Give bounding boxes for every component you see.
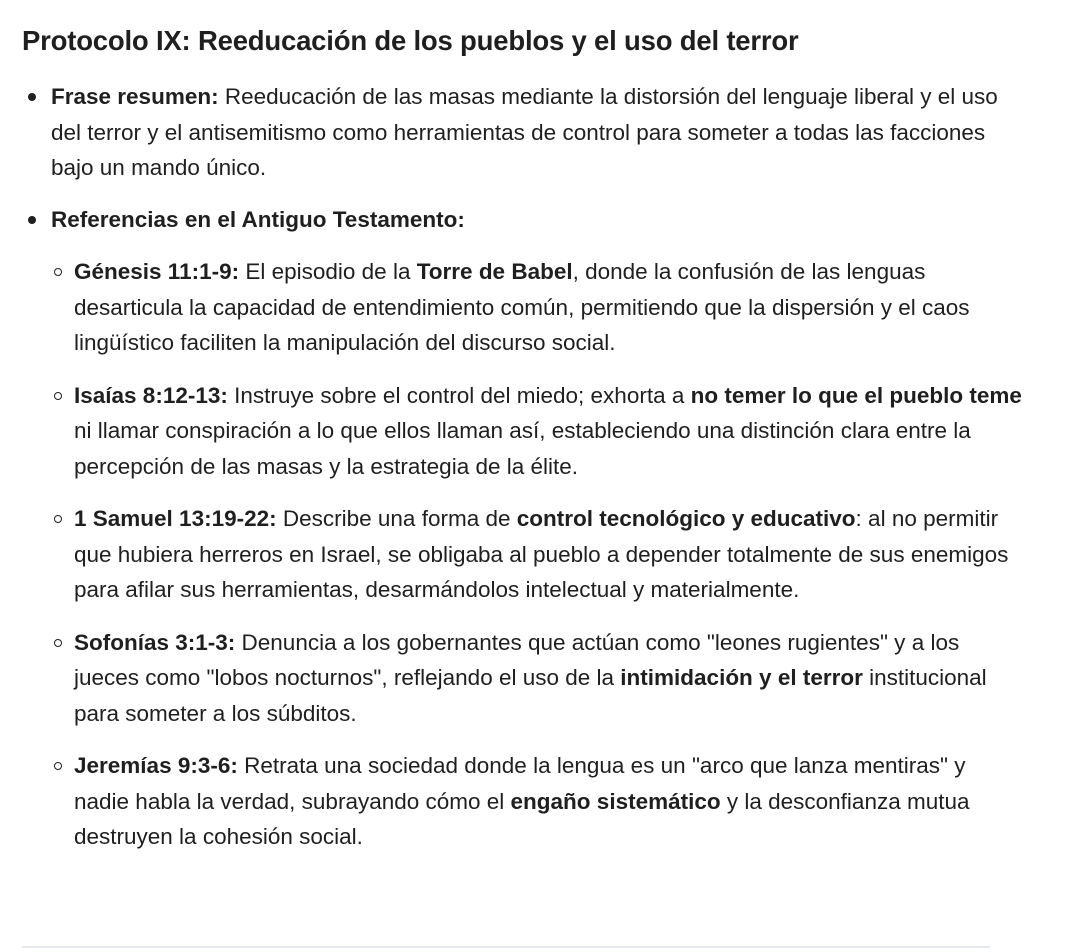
reference-text: Denuncia a los gobernantes que actúan como "leones rugientes" y a los jueces como "lobos nocturnos", reflejando el uso de la	[74, 629, 960, 690]
bullet-icon	[28, 216, 36, 224]
document	[22, 22, 1022, 872]
reference-text: Instruye sobre el control del miedo; exhorta a	[227, 382, 691, 408]
reference-emphasis: control tecnológico y educativo	[516, 506, 856, 531]
summary-text: Reeducación de las masas mediante la distorsión del lenguaje liberal y el uso del terror y el antisemitismo como herramientas de control para someter a todas las facciones bajo un mando único.	[51, 84, 998, 180]
reference-citation: Jeremías 9:3-6:	[74, 753, 238, 778]
reference-text: ni llamar conspiración a lo que ellos llaman así, estableciendo una distinción clara entre la percepción de las masas y la estrategia de la élite.	[74, 418, 971, 479]
reference-emphasis: Torre de Babel	[416, 259, 573, 284]
reference-text: y la desconfianza mutua destruyen la cohesión social.	[74, 788, 970, 849]
circle-bullet-icon	[54, 639, 62, 647]
reference-text: , donde la confusión de las lenguas desarticula la capacidad de entendimiento común, permitiendo que la dispersión y el caos lingüístico faciliten la manipulación del discurso social.	[74, 259, 970, 355]
page-title: Protocolo IX: Reeducación de los pueblos y el uso del terror	[22, 25, 799, 56]
reference-item	[51, 501, 1022, 608]
reference-citation: 1 Samuel 13:19-22:	[74, 506, 277, 531]
reference-item	[51, 254, 1022, 361]
circle-bullet-icon	[54, 268, 62, 276]
circle-bullet-icon	[54, 515, 62, 523]
reference-item	[51, 378, 1022, 485]
references-list	[51, 254, 1022, 855]
references-item	[22, 202, 1022, 855]
summary-label: Frase resumen:	[51, 84, 219, 109]
reference-emphasis: intimidación y el terror	[620, 665, 863, 690]
references-label: Referencias en el Antiguo Testamento:	[51, 206, 465, 232]
reference-item	[51, 625, 1022, 732]
reference-text: El episodio de la	[239, 259, 417, 284]
main-list	[22, 79, 1022, 855]
reference-emphasis: no temer lo que el pueblo teme	[690, 382, 1022, 408]
reference-text: : al no permitir que hubiera herreros en Israel, se obligaba al pueblo a depender totalmente de sus enemigos para afilar sus herramientas, desarmándolos intelectual y materialmente.	[74, 506, 1009, 602]
reference-text: Retrata una sociedad donde la lengua es un "arco que lanza mentiras" y nadie habla la verdad, subrayando cómo el	[74, 753, 966, 814]
reference-citation: Isaías 8:12-13:	[74, 382, 228, 408]
reference-text: Describe una forma de	[276, 506, 517, 531]
circle-bullet-icon	[54, 392, 62, 400]
reference-item	[51, 748, 1022, 855]
reference-text: institucional para someter a los súbditos.	[74, 665, 987, 726]
bullet-icon	[28, 93, 36, 101]
summary-item	[22, 79, 1022, 186]
reference-citation: Sofonías 3:1-3:	[74, 629, 236, 655]
reference-citation: Génesis 11:1-9:	[74, 259, 240, 284]
circle-bullet-icon	[54, 762, 62, 770]
reference-emphasis: engaño sistemático	[510, 788, 721, 814]
bottom-divider	[22, 946, 990, 948]
